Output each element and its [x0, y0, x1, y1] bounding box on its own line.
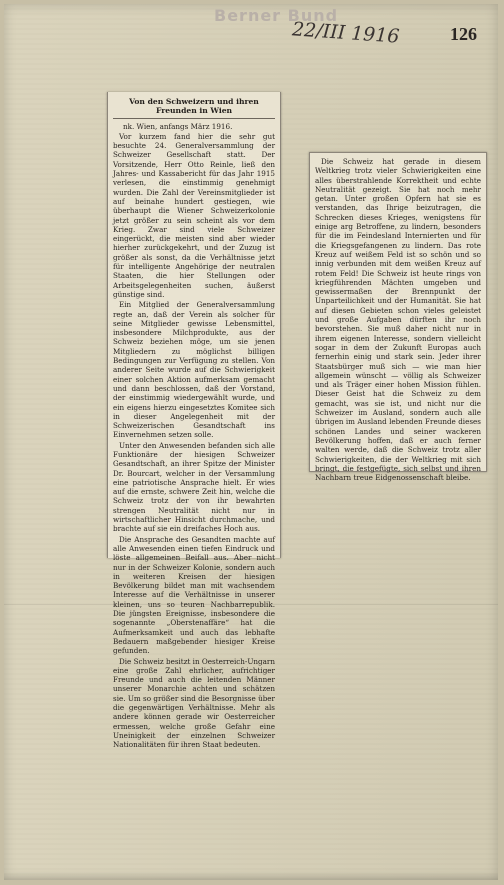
article-paragraph: Ein Mitglied der Generalversammlung regte an, daß der Verein als solcher für seine Mitglieder gewisse Lebensmittel, insbesondere Milchprodukte, aus der Schweiz beziehen möge, um sie jenen Mitgliedern zu möglichst billigen Bedingungen zur Verfügung zu stellen. Von anderer Seite wurde auf die Schwierigkeit einer solchen Aktion aufmerksam gemacht und dann beschlossen, daß der Vorstand, der einstimmig wiedergewählt wurde, und ein eigens hierzu eingesetztes Komitee sich in dieser Angelegenheit mit der Schweizerischen Gesandtschaft ins Einvernehmen setzen solle. [113, 300, 275, 440]
article-paragraph: Unter den Anwesenden befanden sich alle Funktionäre der hiesigen Schweizer Gesandtschaft, an ihrer Spitze der Minister Dr. Bourcart, welcher in der Versammlung eine patriotische Ansprache hielt. Er wies auf die ernste, schwere Zeit hin, welche die Schweiz trotz der von ihr bewahrten strengen Neutralität nicht nur in wirtschaftlicher Hinsicht durchmache, und brachte auf sie ein dreifaches Hoch aus. [113, 440, 275, 534]
archive-sheet [4, 4, 498, 880]
article-dateline: nk. Wien, anfangs März 1916. [123, 121, 233, 131]
clipping-right-column [309, 152, 487, 483]
newspaper-stamp: Berner Bund [214, 6, 339, 25]
handwritten-date: 22/III 1916 [291, 18, 401, 48]
article-paragraph: Vor kurzem fand hier die sehr gut besuchte 24. Generalversammlung der Schweizer Gesellschaft statt. Der Vorsitzende, Herr Otto Reinle, ließ den Jahres- und Kassabericht für das Jahr 1915 verlesen, die einstimmig genehmigt wurden. Die Zahl der Vereinsmitglieder ist auf beinahe hundert gestiegen, wie überhaupt die Wiener Schweizerkolonie jetzt größer zu sein scheint als vor dem Krieg. Zwar sind viele Schweizer eingerückt, die meisten sind aber wieder hierher zurückgekehrt, und der Zuzug ist größer als sonst, da die Verhältnisse jetzt für intelligente Angehörige der neutralen Staaten, die hier Stellungen oder Arbeitsgelegenheiten suchen, äußerst günstige sind. [113, 131, 275, 299]
page-number: 126 [450, 24, 477, 44]
article-paragraph: Die Schweiz besitzt in Oesterreich-Ungarn eine große Zahl ehrlicher, aufrichtiger Freunde und auch die leitenden Männer unserer Monarchie achten und schätzen sie. Um so größer sind die Besorgnisse über die gegenwärtigen Verhältnisse. Mehr als andere können gerade wir Oesterreicher ermessen, welche große Gefahr eine Uneinigkeit der einzelnen Schweizer Nationalitäten für ihren Staat bedeuten. [113, 656, 275, 750]
paper-fold [4, 604, 498, 605]
article-paragraph: Die Schweiz hat gerade in diesem Weltkrieg trotz vieler Schwierigkeiten eine alles überstrahlende Korrektheit und echte Neutralität gezeigt. Sie hat noch mehr getan. Unter großen Opfern hat sie es verstanden, das Ihrige beizutragen, die Schrecken dieses Krieges, wenigstens für einige arg Betroffene, zu lindern, besonders für die im Feindesland Internierten und für die Kriegsgefangenen zu lindern. Das rote Kreuz auf weißem Feld ist so schön und so innig verbunden mit dem weißen Kreuz auf rotem Feld! Die Schweiz ist heute rings von kriegführenden Mächten umgeben und gewissermaßen der Brennpunkt der Unparteilichkeit und der Humanität. Sie hat auf diesen Gebieten schon vieles geleistet und große Aufgaben dürften ihr noch bevorstehen. Sie muß daher nicht nur in ihrem eigenen Interesse, sondern vielleicht sogar in dem der Zukunft Europas auch fernerhin einig und stark sein. Jeder ihrer Staatsbürger muß sich — wie man hier allgemein wünscht — völlig als Schweizer und als Träger einer hohen Mission fühlen. Dieser Geist hat die Schweiz zu dem gemacht, was sie ist, und nicht nur die Schweizer im Ausland, sondern auch alle übrigen im Ausland lebenden Freunde dieses schönen Landes und seiner wackeren Bevölkerung hoffen, daß er auch ferner walten werde, daß die Schweiz trotz aller Schwierigkeiten, die der Weltkrieg mit sich bringt, die festgefügte, sich selbst und ihren Nachbarn treue Eidgenossenschaft bleibe. [315, 157, 481, 483]
paper-edge [4, 872, 498, 880]
article-paragraph: Die Ansprache des Gesandten machte auf alle Anwesenden einen tiefen Eindruck und löste allgemeinen Beifall aus. Aber nicht nur in der Schweizer Kolonie, sondern auch in weiteren Kreisen der hiesigen Bevölkerung bildet man mit wachsendem Interesse auf die Verhältnisse in unserer kleinen, uns so teuren Nachbarrepublik. Die jüngsten Ereignisse, insbesondere die sogenannte „Oberstenaffäre“ hat die Aufmerksamkeit und auch das lebhafte Bedauern maßgebender hiesiger Kreise gefunden. [113, 534, 275, 656]
clipping-left-column [107, 92, 281, 750]
article-title: Von den Schweizern und ihren Freunden in Wien [113, 98, 275, 119]
